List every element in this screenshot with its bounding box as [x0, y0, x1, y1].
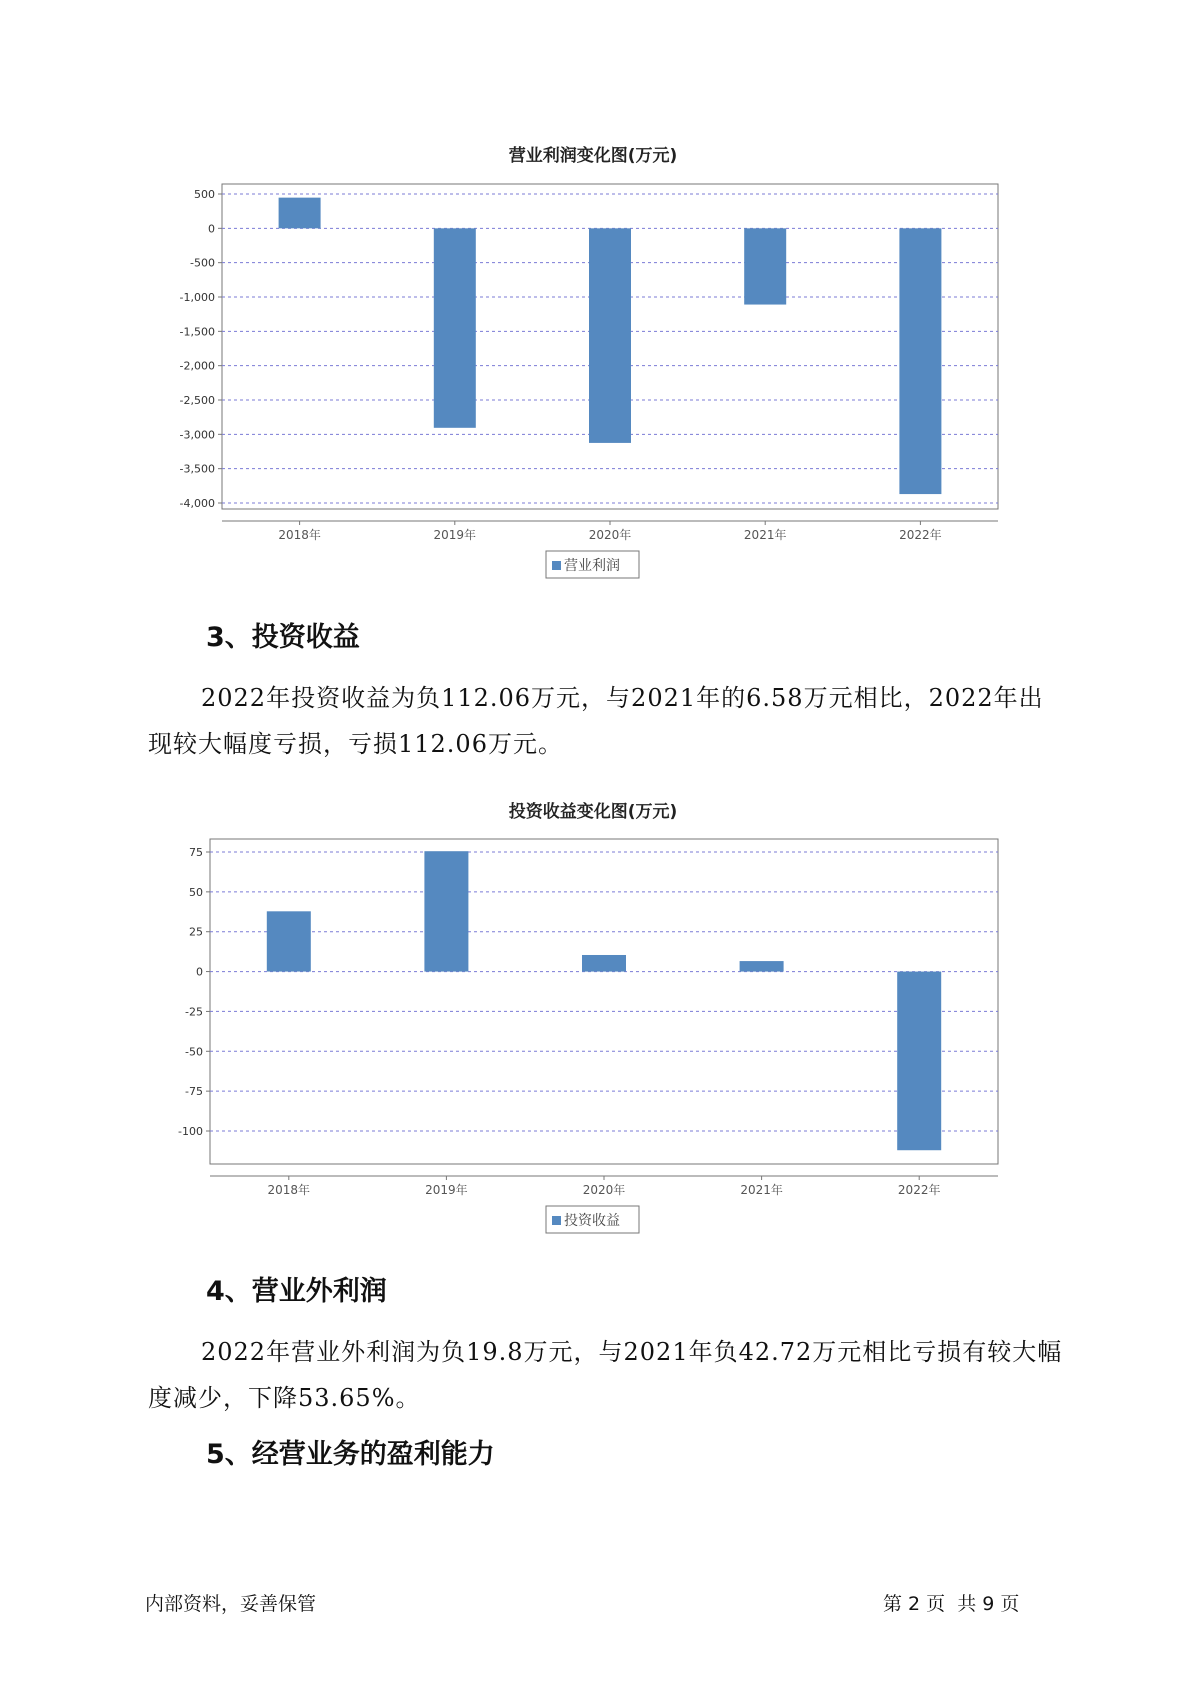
footer-page-number: 第 2 页 共 9 页 [883, 1593, 1020, 1615]
legend-swatch [552, 1216, 561, 1225]
x-tick-label: 2020年 [582, 1183, 626, 1197]
y-tick-label: -75 [185, 1085, 203, 1099]
x-tick-label: 2019年 [425, 1183, 468, 1197]
y-tick-label: 0 [208, 222, 215, 236]
section-heading-non-operating-profit: 4、营业外利润 [206, 1276, 387, 1307]
section-paragraph-investment-income: 2022年投资收益为负112.06万元，与2021年的6.58万元相比，2022年出现较大幅度亏损，亏损112.06万元。 [148, 684, 1044, 758]
x-tick-label: 2019年 [433, 528, 477, 542]
legend [546, 1206, 639, 1233]
legend-label: 营业利润 [564, 558, 620, 574]
y-tick-label: -1,500 [179, 325, 215, 339]
bar-2021年 [740, 961, 784, 971]
plot-area [210, 839, 998, 1164]
y-tick-label: -100 [178, 1125, 203, 1138]
chart-title: 营业利润变化图(万元) [508, 146, 678, 166]
legend-label: 投资收益 [564, 1213, 620, 1229]
bar-2019年 [424, 851, 468, 971]
x-tick-label: 2021年 [740, 1183, 783, 1197]
x-tick-label: 2021年 [743, 528, 787, 542]
y-tick-label: -4,000 [179, 497, 215, 510]
y-tick-label: -2,000 [179, 359, 215, 373]
y-tick-label: 50 [189, 885, 203, 899]
bar-2020年 [582, 955, 626, 972]
y-tick-label: -3,500 [179, 462, 215, 476]
y-tick-label: -25 [185, 1005, 203, 1019]
y-tick-label: -500 [190, 256, 215, 270]
section-heading-profitability: 5、经营业务的盈利能力 [206, 1439, 495, 1470]
x-tick-label: 2018年 [267, 1183, 311, 1197]
chart-title: 投资收益变化图(万元) [508, 802, 678, 822]
x-tick-label: 2022年 [897, 1183, 941, 1197]
y-tick-label: -3,000 [179, 428, 215, 442]
footer-left: 内部资料，妥善保管 [145, 1593, 317, 1615]
y-tick-label: 25 [189, 925, 203, 939]
section-paragraph-non-operating-profit: 2022年营业外利润为负19.8万元，与2021年负42.72万元相比亏损有较大幅度减少，下降53.65%。 [148, 1338, 1063, 1412]
section-heading-investment-income: 3、投资收益 [206, 622, 360, 653]
bar-2022年 [897, 972, 941, 1151]
y-tick-label: 500 [194, 188, 215, 201]
x-tick-label: 2018年 [278, 528, 321, 542]
y-tick-label: -1,000 [179, 291, 215, 304]
y-tick-label: -50 [185, 1045, 203, 1059]
bar-2018年 [267, 911, 311, 971]
x-tick-label: 2020年 [588, 528, 632, 542]
y-tick-label: 0 [196, 965, 203, 979]
y-tick-label: 75 [189, 846, 203, 859]
x-tick-label: 2022年 [899, 528, 942, 542]
y-tick-label: -2,500 [179, 394, 215, 407]
